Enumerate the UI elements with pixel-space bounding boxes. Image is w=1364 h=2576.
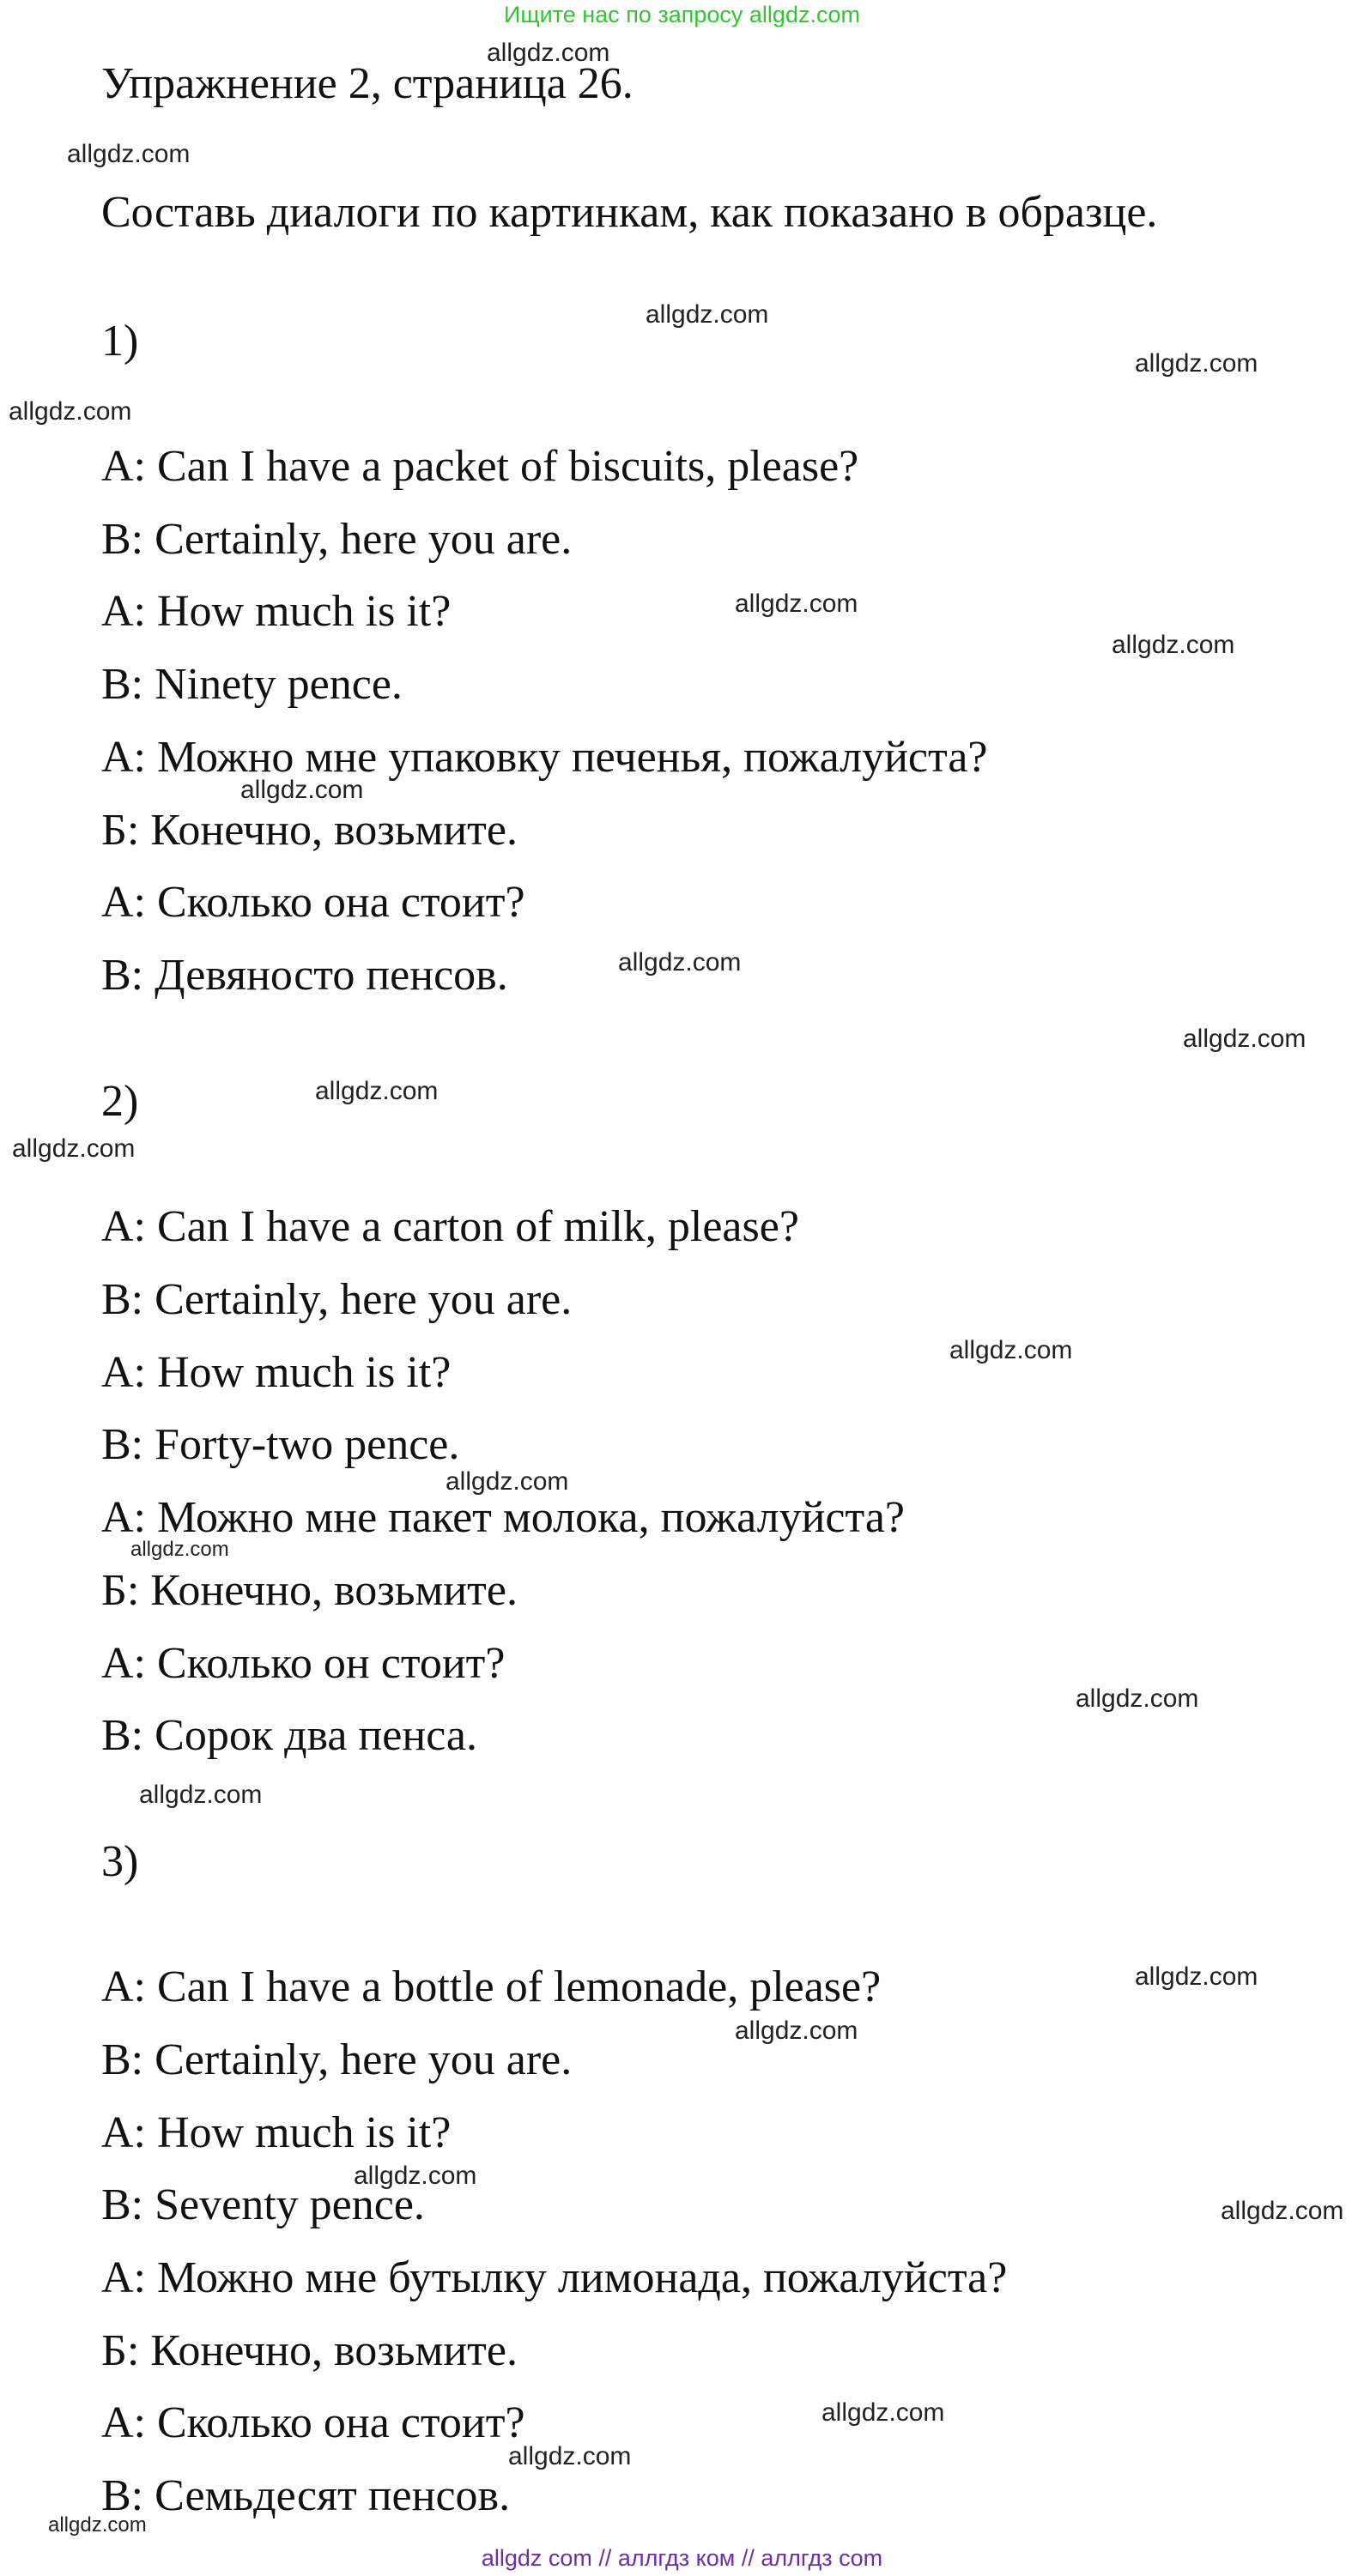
watermark: allgdz.com — [1112, 631, 1235, 659]
watermark: allgdz.com — [139, 1781, 263, 1809]
dialog-line: B: Forty-two pence. — [101, 1420, 460, 1469]
dialog-line: А: Сколько она стоит? — [101, 2398, 525, 2447]
footer-links[interactable]: allgdz com // аллгдз ком // аллгдз com — [481, 2545, 883, 2571]
dialog-line: B: Certainly, here you are. — [101, 515, 573, 564]
watermark: allgdz.com — [646, 300, 769, 329]
dialog-line: A: Can I have a bottle of lemonade, please? — [101, 1962, 882, 2011]
section-number: 3) — [101, 1837, 139, 1886]
watermark: allgdz.com — [1076, 1684, 1199, 1713]
dialog-line: B: Ninety pence. — [101, 660, 403, 709]
dialog-line: А: Можно мне пакет молока, пожалуйста? — [101, 1493, 905, 1542]
watermark: allgdz.com — [9, 397, 132, 426]
dialog-line: Б: Конечно, возьмите. — [101, 2326, 518, 2375]
dialog-line: А: Можно мне упаковку печенья, пожалуйста? — [101, 733, 988, 782]
watermark: allgdz.com — [508, 2442, 632, 2470]
watermark: allgdz.com — [735, 590, 858, 618]
dialog-line: В: Девяносто пенсов. — [101, 951, 508, 1000]
watermark: allgdz.com — [354, 2162, 477, 2190]
dialog-line: A: Can I have a carton of milk, please? — [101, 1202, 799, 1251]
dialog-line: B: Seventy pence. — [101, 2180, 425, 2229]
watermark: allgdz.com — [315, 1077, 439, 1105]
dialog-line: A: How much is it? — [101, 587, 452, 636]
top-banner: Ищите нас по запросу allgdz.com — [504, 2, 860, 27]
page-title: Упражнение 2, страница 26. — [101, 59, 634, 108]
instruction: Составь диалоги по картинкам, как показано в образце. — [101, 188, 1158, 237]
dialog-line: A: How much is it? — [101, 2108, 452, 2157]
watermark: allgdz.com — [1221, 2197, 1344, 2225]
dialog-line: A: Can I have a packet of biscuits, please? — [101, 442, 859, 491]
dialog-line: B: Certainly, here you are. — [101, 1275, 573, 1324]
watermark: allgdz.com — [1183, 1025, 1306, 1053]
watermark: allgdz.com — [1135, 1962, 1258, 1991]
watermark: allgdz.com — [240, 776, 364, 804]
section-number: 2) — [101, 1077, 139, 1126]
watermark: allgdz.com — [1135, 349, 1258, 378]
dialog-line: Б: Конечно, возьмите. — [101, 1566, 518, 1615]
dialog-line: В: Семьдесят пенсов. — [101, 2471, 511, 2520]
dialog-line: А: Можно мне бутылку лимонада, пожалуйста? — [101, 2253, 1008, 2302]
watermark: allgdz.com — [821, 2398, 945, 2427]
dialog-line: А: Сколько он стоит? — [101, 1639, 506, 1688]
watermark: allgdz.com — [130, 1538, 229, 1561]
dialog-line: B: Certainly, here you are. — [101, 2035, 573, 2084]
watermark: allgdz.com — [735, 2017, 858, 2045]
watermark: allgdz.com — [48, 2513, 147, 2537]
dialog-line: В: Сорок два пенса. — [101, 1711, 478, 1760]
watermark: allgdz.com — [446, 1467, 569, 1496]
section-number: 1) — [101, 317, 139, 366]
dialog-line: Б: Конечно, возьмите. — [101, 806, 518, 855]
watermark: allgdz.com — [12, 1134, 136, 1163]
dialog-line: А: Сколько она стоит? — [101, 878, 525, 927]
watermark: allgdz.com — [949, 1336, 1073, 1364]
watermark: allgdz.com — [618, 948, 742, 977]
watermark: allgdz.com — [67, 140, 191, 168]
watermark: allgdz.com — [487, 39, 610, 67]
dialog-line: A: How much is it? — [101, 1348, 452, 1397]
